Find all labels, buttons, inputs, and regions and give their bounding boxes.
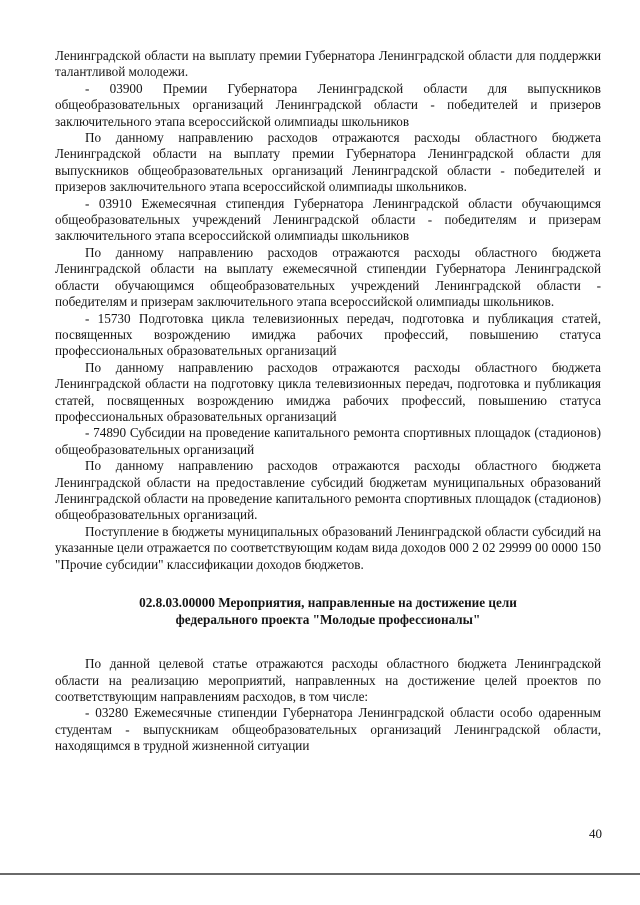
item-03280: - 03280 Ежемесячные стипендии Губернатора Ленинградской области особо одаренным студентам - выпускникам общеобразовательных организаций Ленинградской области, находящимся в трудной жизненной ситуации bbox=[55, 705, 601, 754]
section-heading-line-2: федерального проекта "Молодые профессионалы" bbox=[175, 611, 481, 627]
scan-bottom-edge bbox=[0, 873, 640, 875]
paragraph-15730-description: По данному направлению расходов отражаются расходы областного бюджета Ленинградской области на подготовку цикла телевизионных передач, подготовка и публикация статей, посвященных возрождению имиджа рабочих профессий, повышению статуса профессиональных образовательных организаций bbox=[55, 359, 601, 424]
item-15730: - 15730 Подготовка цикла телевизионных передач, подготовка и публикация статей, посвященных возрождению имиджа рабочих профессий, повышению статуса профессиональных образовательных организаций bbox=[55, 310, 601, 359]
item-03910: - 03910 Ежемесячная стипендия Губернатора Ленинградской области обучающимся общеобразовательных учреждений Ленинградской области - победителям и призерам заключительного этапа всероссийской олимпиады школьников bbox=[55, 195, 601, 244]
paragraph-03910-description: По данному направлению расходов отражаются расходы областного бюджета Ленинградской области на выплату ежемесячной стипендии Губернатора Ленинградской области обучающимся общеобразовательных учреждений Ленинградской области - победителям и призерам заключительного этапа всероссийской олимпиады школьников. bbox=[55, 244, 601, 310]
paragraph-03900-description: По данному направлению расходов отражаются расходы областного бюджета Ленинградской области на выплату премии Губернатора Ленинградской области для выпускников общеобразовательных организаций Ленинградской области - победителей и призеров заключительного этапа всероссийской олимпиады школьников. bbox=[55, 130, 601, 195]
paragraph-74890-description: По данному направлению расходов отражаются расходы областного бюджета Ленинградской области на предоставление субсидий бюджетам муниципальных образований Ленинградской области на проведение капитального ремонта спортивных площадок (стадионов) общеобразовательных организаций. bbox=[55, 458, 601, 523]
paragraph-target-article: По данной целевой статье отражаются расходы областного бюджета Ленинградской области на реализацию мероприятий, направленных на достижение целей проектов по соответствующим направлениям расходов, в том числе: bbox=[55, 656, 601, 704]
paragraph-subsidy-income: Поступление в бюджеты муниципальных образований Ленинградской области субсидий на указанные цели отражается по соответствующим кодам вида доходов 000 2 02 29999 00 0000 150 "Прочие субсидии" классификации доходов бюджетов. bbox=[55, 523, 601, 572]
item-03900: - 03900 Премии Губернатора Ленинградской области для выпускников общеобразовательных организаций Ленинградской области - победителей и призеров заключительного этапа всероссийской олимпиады школьников bbox=[55, 80, 601, 129]
item-74890: - 74890 Субсидии на проведение капитального ремонта спортивных площадок (стадионов) общеобразовательных организаций bbox=[55, 425, 601, 457]
document-page bbox=[55, 48, 601, 755]
paragraph-continuation: Ленинградской области на выплату премии Губернатора Ленинградской области для поддержки талантливой молодежи. bbox=[55, 48, 601, 80]
page-number: 40 bbox=[589, 826, 602, 841]
section-heading-line-1: 02.8.03.00000 Мероприятия, направленные на достижение цели bbox=[139, 595, 517, 610]
